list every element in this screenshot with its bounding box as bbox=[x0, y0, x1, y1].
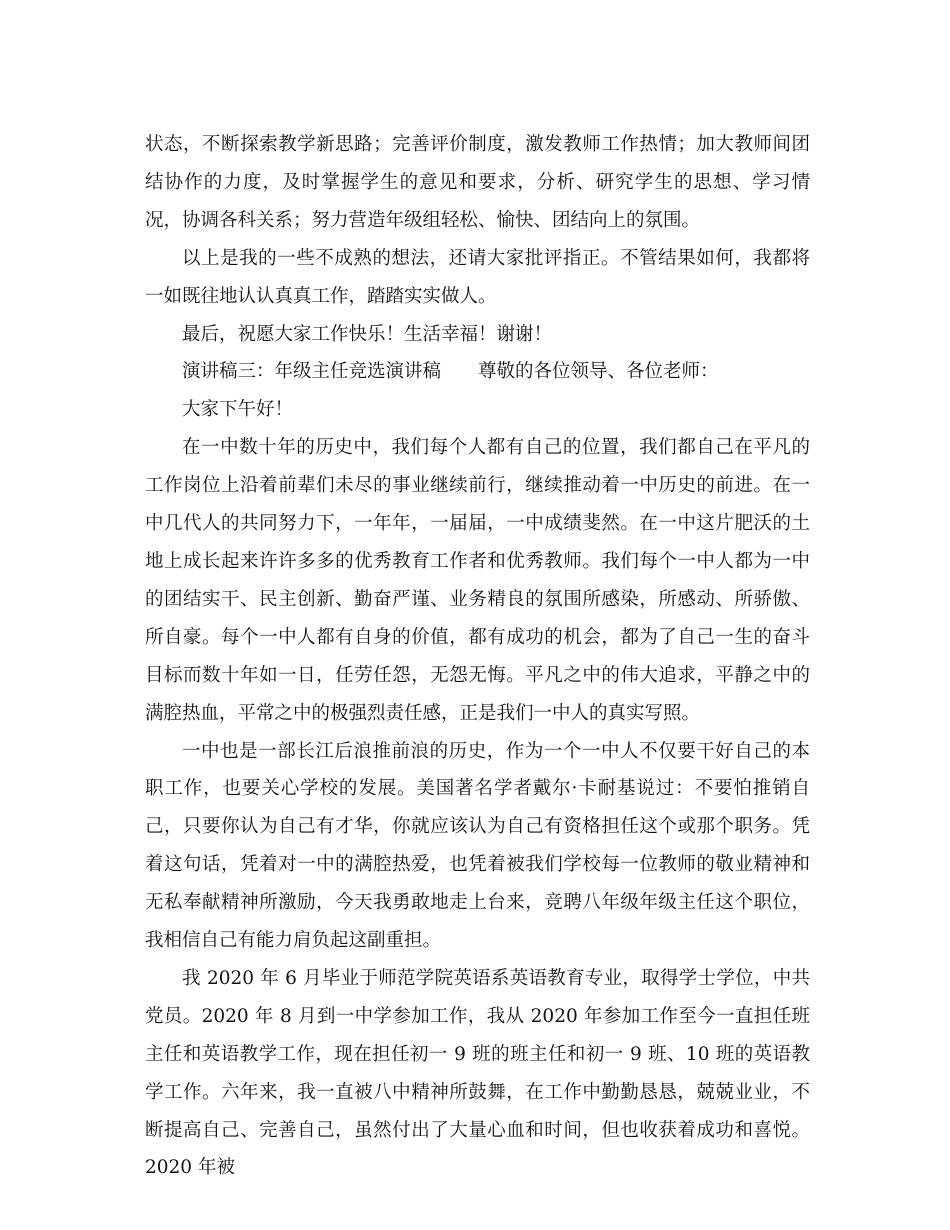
paragraph-1: 状态，不断探索教学新思路；完善评价制度，激发教师工作热情；加大教师间团结协作的力度，及时掌握学生的意见和要求，分析、研究学生的思想、学习情况，协调各科关系；努力营造年级组轻松、愉快、团结向上的氛围。 bbox=[145, 134, 810, 231]
paragraph-2: 以上是我的一些不成熟的想法，还请大家批评指正。不管结果如何，我都将一如既往地认认真真工作，踏踏实实做人。 bbox=[145, 247, 810, 307]
document-body bbox=[145, 126, 810, 1187]
paragraph-8: 我 2020 年 6 月毕业于师范学院英语系英语教育专业，取得学士学位，中共党员。2020 年 8 月到一中学参加工作，我从 2020 年参加工作至今一直担任班主任和英语教学工作，现在担任初一 9 班的班主任和初一 9 班、10 班的英语教学工作。六年来，我一直被八中精神所鼓舞，在工作中勤勤恳恳，兢兢业业，不断提高自己、完善自己，虽然付出了大量心血和时间，但也收获着成功和喜悦。2020 年被 bbox=[145, 967, 810, 1179]
paragraph-6: 在一中数十年的历史中，我们每个人都有自己的位置，我们都自己在平凡的工作岗位上沿着前辈们未尽的事业继续前行，继续推动着一中历史的前进。在一中几代人的共同努力下，一年年，一届届，一中成绩斐然。在一中这片肥沃的土地上成长起来许许多多的优秀教育工作者和优秀教师。我们每个一中人都为一中的团结实干、民主创新、勤奋严谨、业务精良的氛围所感染，所感动、所骄傲、所自豪。每个一中人都有自身的价值，都有成功的机会，都为了自己一生的奋斗目标而数十年如一日，任劳任怨，无怨无悔。平凡之中的伟大追求，平静之中的满腔热血，平常之中的极强烈责任感，正是我们一中人的真实写照。 bbox=[145, 437, 810, 724]
paragraph-3: 最后，祝愿大家工作快乐！生活幸福！谢谢！ bbox=[182, 323, 553, 345]
paragraph-5: 大家下午好！ bbox=[182, 399, 294, 421]
paragraph-7: 一中也是一部长江后浪推前浪的历史，作为一个一中人不仅要干好自己的本职工作，也要关心学校的发展。美国著名学者戴尔·卡耐基说过：不要怕推销自己，只要你认为自己有才华，你就应该认为自己有资格担任这个或那个职务。凭着这句话，凭着对一中的满腔热爱，也凭着被我们学校每一位教师的敬业精神和无私奉献精神所激励，今天我勇敢地走上台来，竞聘八年级年级主任这个职位，我相信自己有能力肩负起这副重担。 bbox=[145, 740, 810, 952]
paragraph-4: 演讲稿三：年级主任竞选演讲稿 尊敬的各位领导、各位老师： bbox=[182, 361, 719, 383]
